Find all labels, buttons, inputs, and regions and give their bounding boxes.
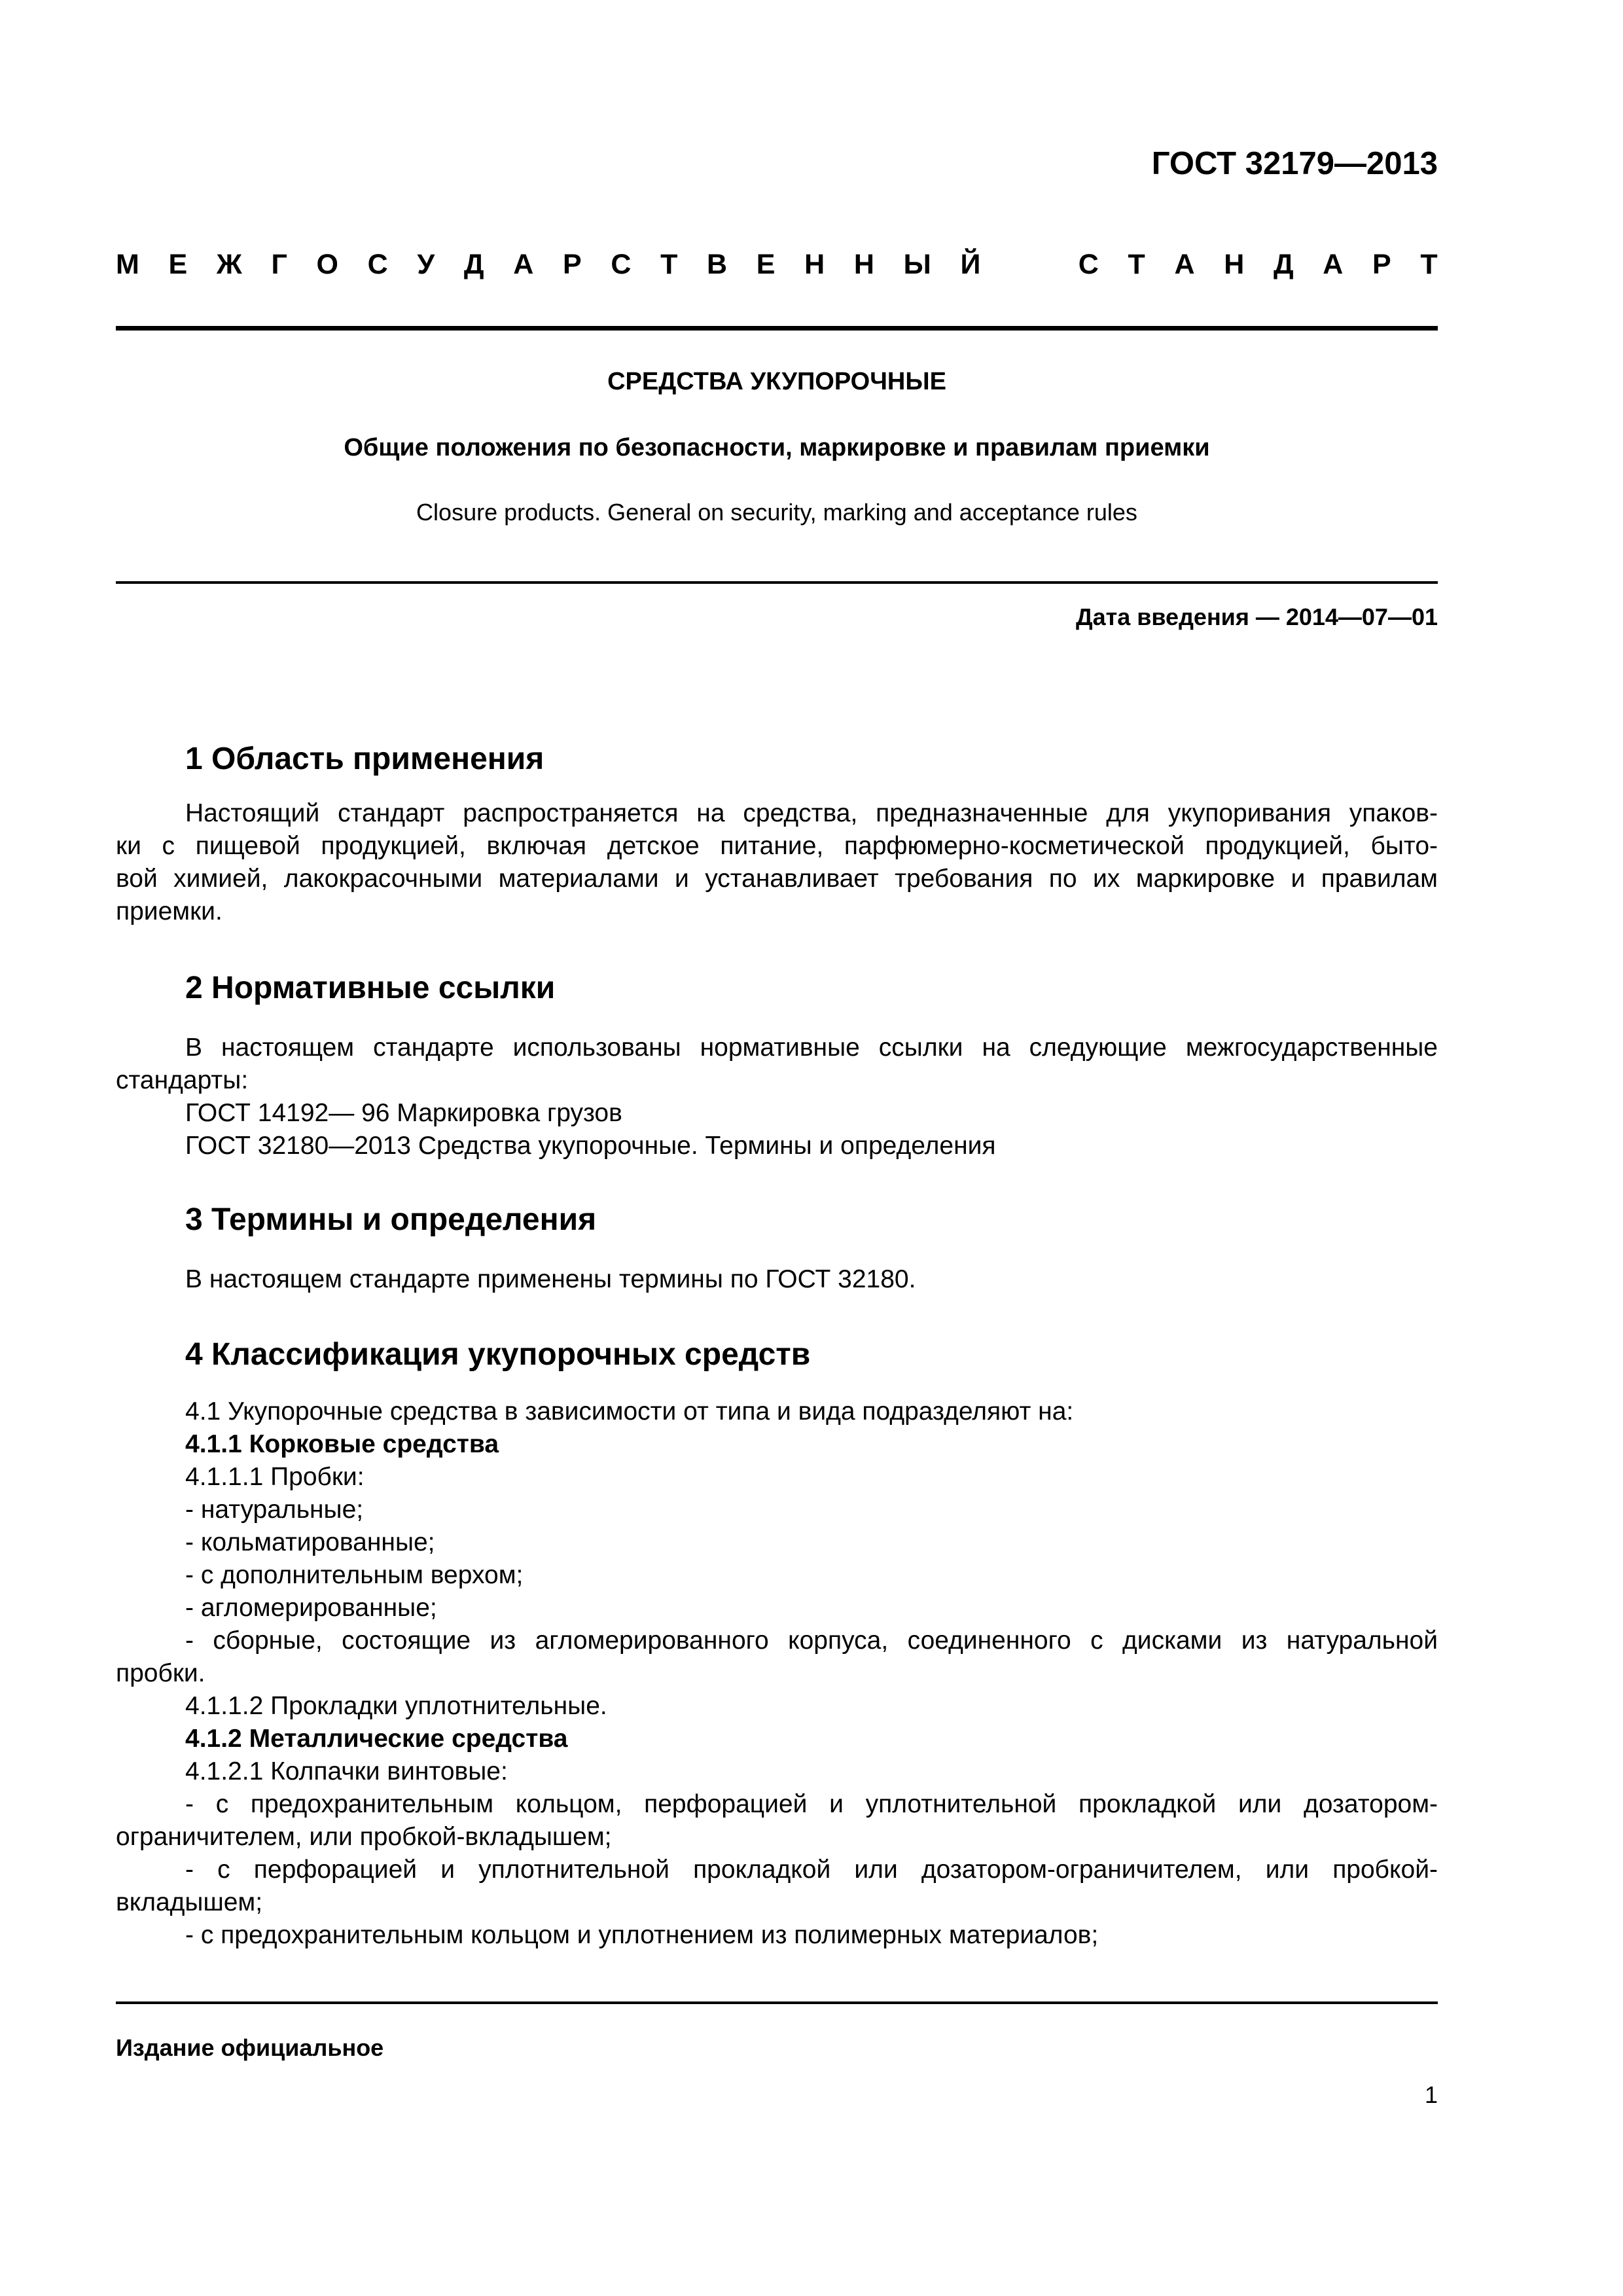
section-heading-normative-references: 2 Нормативные ссылки <box>185 971 556 1005</box>
paragraph-line: вой химией, лакокрасочными материалами и устанавливает требования по их маркировке и правилам <box>116 865 1438 893</box>
banner-letter: С <box>1078 249 1099 280</box>
banner-letter: Н <box>853 249 874 280</box>
banner-letter: Р <box>1372 249 1391 280</box>
list-heading: 4.1.2.1 Колпачки винтовые: <box>185 1757 508 1785</box>
list-item: - кольматированные; <box>185 1528 435 1556</box>
banner-letter: Н <box>1224 249 1245 280</box>
paragraph-line: Настоящий стандарт распространяется на средства, предназначенные для укупоривания упаков- <box>185 799 1438 827</box>
banner-word-gap <box>1010 249 1049 281</box>
list-item-continuation: пробки. <box>116 1659 205 1687</box>
banner-letter: С <box>367 249 388 280</box>
banner-letter: Н <box>804 249 825 280</box>
banner-letter: Д <box>1273 249 1294 280</box>
banner-letter: Й <box>960 249 981 280</box>
banner-letter: О <box>316 249 338 280</box>
list-item: - с перфорацией и уплотнительной прокладкой или дозатором-ограничителем, или пробкой- <box>185 1856 1438 1884</box>
document-code: ГОСТ 32179—2013 <box>1151 146 1438 181</box>
paragraph-line: В настоящем стандарте применены термины по ГОСТ 32180. <box>185 1265 916 1293</box>
list-item: - сборные, состоящие из агломерированного корпуса, соединенного с дисками из натуральной <box>185 1626 1438 1655</box>
list-item: - агломерированные; <box>185 1594 437 1622</box>
banner-letter: М <box>116 249 139 280</box>
introduction-date: Дата введения — 2014—07—01 <box>1075 603 1438 630</box>
section-heading-terms: 3 Термины и определения <box>185 1202 597 1237</box>
standard-title-english: Closure products. General on security, marking and acceptance rules <box>416 499 1137 526</box>
banner-letter: Ж <box>216 249 242 280</box>
banner-letter: Р <box>562 249 582 280</box>
paragraph-line: приемки. <box>116 897 223 925</box>
edition-label: Издание официальное <box>116 2034 384 2061</box>
banner-letter: Е <box>168 249 188 280</box>
list-item: - натуральные; <box>185 1496 364 1524</box>
list-item-continuation: ограничителем, или пробкой-вкладышем; <box>116 1823 612 1851</box>
standard-subtitle: Общие положения по безопасности, маркировке и правилам приемки <box>344 434 1210 461</box>
section-heading-scope: 1 Область применения <box>185 742 544 776</box>
paragraph-line: стандарты: <box>116 1066 249 1094</box>
banner-letter: Г <box>271 249 287 280</box>
subsection-heading: 4.1.1 Корковые средства <box>185 1430 499 1458</box>
banner-letter: Т <box>1128 249 1145 280</box>
page-number: 1 <box>1424 2081 1438 2108</box>
banner-letter: Ы <box>903 249 931 280</box>
banner-letter: Т <box>1420 249 1438 280</box>
footer-divider <box>116 2001 1438 2004</box>
list-heading: 4.1.1.1 Пробки: <box>185 1463 365 1491</box>
banner-letter: С <box>611 249 632 280</box>
banner-letter: Д <box>463 249 484 280</box>
banner-letter: А <box>513 249 534 280</box>
paragraph-line: В настоящем стандарте использованы нормативные ссылки на следующие межгосударственные <box>185 1033 1438 1062</box>
banner-letter: А <box>1174 249 1195 280</box>
list-item: - с предохранительным кольцом, перфорацией и уплотнительной прокладкой или дозатором- <box>185 1790 1438 1818</box>
reference-item: ГОСТ 32180—2013 Средства укупорочные. Термины и определения <box>185 1132 996 1160</box>
list-heading: 4.1.1.2 Прокладки уплотнительные. <box>185 1692 607 1720</box>
banner-letter: В <box>707 249 728 280</box>
paragraph-line: 4.1 Укупорочные средства в зависимости от типа и вида подразделяют на: <box>185 1397 1074 1426</box>
list-item: - с предохранительным кольцом и уплотнением из полимерных материалов; <box>185 1921 1099 1949</box>
paragraph-line: ки с пищевой продукцией, включая детское питание, парфюмерно-косметической продукцией, быто- <box>116 832 1438 860</box>
reference-item: ГОСТ 14192— 96 Маркировка грузов <box>185 1099 622 1127</box>
section-heading-classification: 4 Классификация укупорочных средств <box>185 1337 811 1372</box>
banner-letter: Е <box>756 249 776 280</box>
subsection-heading: 4.1.2 Металлические средства <box>185 1725 568 1753</box>
header-divider <box>116 326 1438 331</box>
standard-title: СРЕДСТВА УКУПОРОЧНЫЕ <box>607 368 946 395</box>
banner-letter: У <box>417 249 435 280</box>
banner-letter: А <box>1323 249 1344 280</box>
list-item-continuation: вкладышем; <box>116 1888 263 1916</box>
list-item: - с дополнительным верхом; <box>185 1561 524 1589</box>
title-divider <box>116 581 1438 584</box>
banner-letter: Т <box>660 249 678 280</box>
interstate-standard-banner <box>116 249 1438 281</box>
